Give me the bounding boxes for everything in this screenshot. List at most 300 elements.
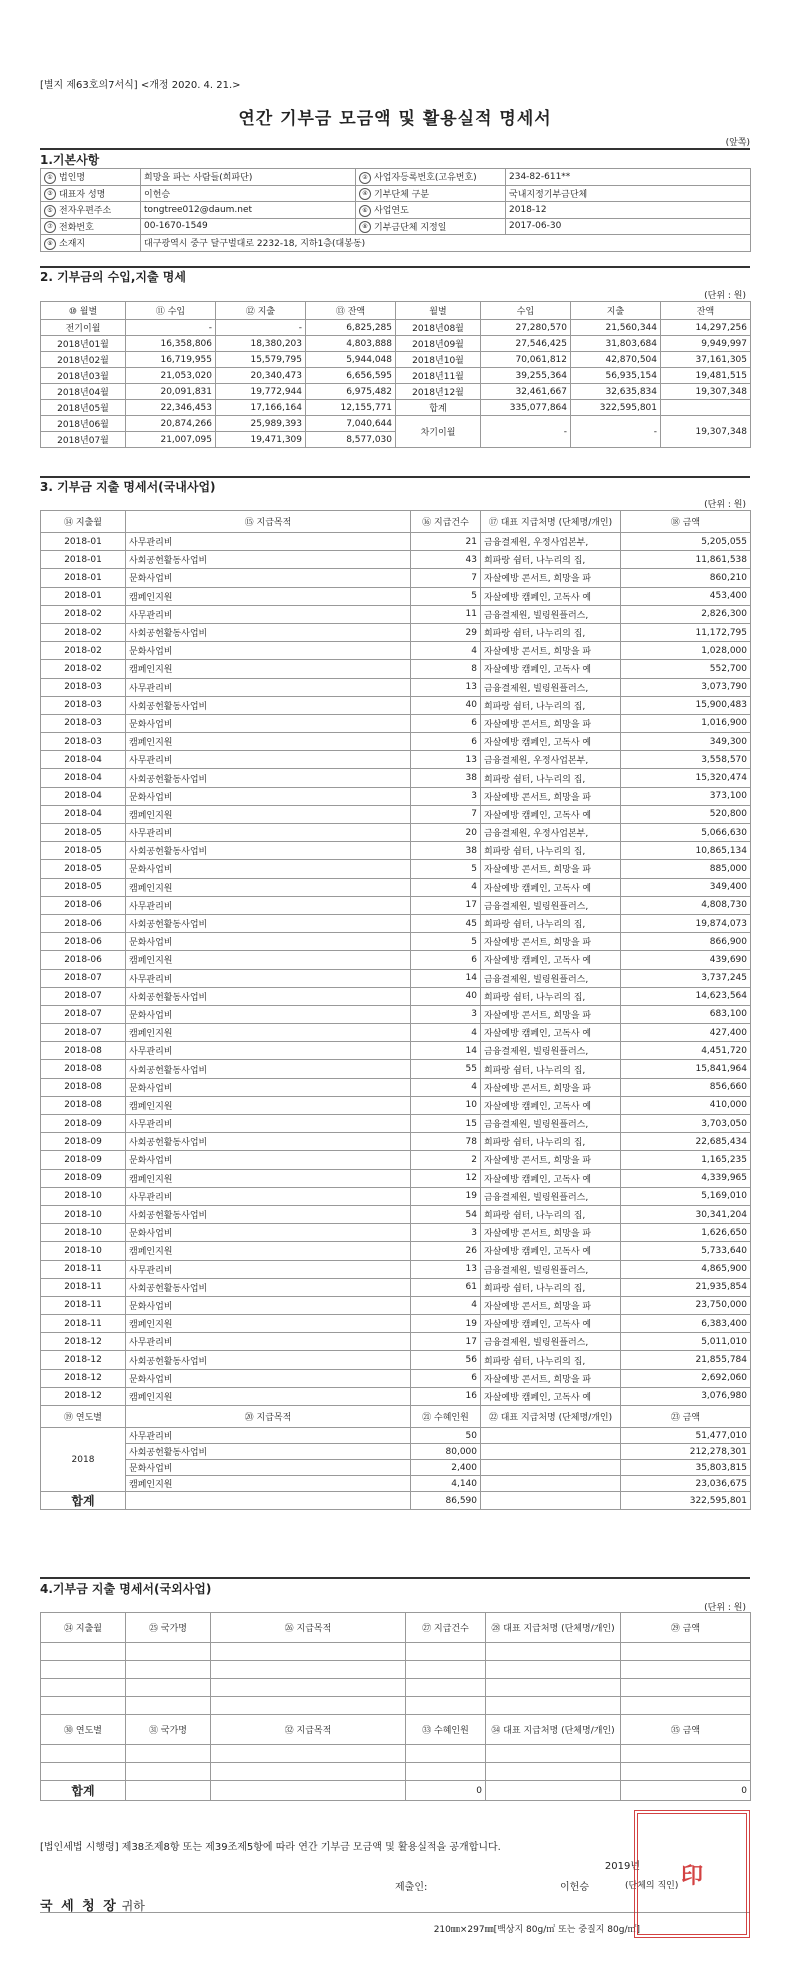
table-row (41, 416, 751, 432)
table-cell: 45 (411, 914, 481, 932)
section-domestic-title: 3. 기부금 지출 명세서(국내사업) (40, 480, 216, 494)
table-cell: 캠페인지원 (126, 733, 411, 751)
table-cell: 38 (411, 842, 481, 860)
table-cell: 6,383,400 (621, 1315, 751, 1333)
field-label-text: 사업자등록번호(고유번호) (374, 173, 477, 183)
basic-info-table (40, 168, 751, 252)
front-page-label: (앞쪽) (725, 138, 750, 148)
empty-cell (486, 1781, 621, 1801)
column-header: ⑯ 지급건수 (411, 511, 481, 533)
table-row (41, 769, 751, 787)
table-cell: 2018-12 (41, 1369, 126, 1387)
table-cell: 사회공헌활동사업비 (126, 1278, 411, 1296)
table-cell: 4,808,730 (621, 896, 751, 914)
table-cell: - (571, 416, 661, 448)
column-header: ⑫ 지출 (216, 302, 306, 320)
table-row (41, 1697, 751, 1715)
table-cell: 금융결제원, 우정사업본부, (481, 751, 621, 769)
table-cell: 2018-06 (41, 933, 126, 951)
table-row (41, 914, 751, 932)
table-cell: 자살예방 콘서트, 희망을 파 (481, 569, 621, 587)
table-cell: 2018-05 (41, 860, 126, 878)
table-cell: 35,803,815 (621, 1460, 751, 1476)
field-value: 희망을 파는 사람들(희파단) (141, 169, 356, 186)
field-number: ⑥ (359, 205, 371, 217)
table-cell (661, 400, 751, 416)
table-cell: 40 (411, 696, 481, 714)
table-cell: 자살예방 콘서트, 희망을 파 (481, 1224, 621, 1242)
table-cell: 10 (411, 1096, 481, 1114)
table-cell: - (216, 320, 306, 336)
table-row (41, 202, 751, 219)
table-cell: 합계 (396, 400, 481, 416)
table-cell: 캠페인지원 (126, 951, 411, 969)
table-row (41, 551, 751, 569)
empty-cell (621, 1661, 751, 1679)
table-cell: 문화사업비 (126, 1224, 411, 1242)
table-cell: 사무관리비 (126, 824, 411, 842)
table-cell: 552,700 (621, 660, 751, 678)
table-cell: 2,826,300 (621, 605, 751, 623)
table-cell: 금융결제원, 빌링원플러스, (481, 969, 621, 987)
field-label (41, 185, 141, 202)
table-cell: 7 (411, 805, 481, 823)
table-cell: 2018-09 (41, 1151, 126, 1169)
table-cell: 1,016,900 (621, 714, 751, 732)
table-cell: 5 (411, 933, 481, 951)
field-label-text: 소재지 (59, 239, 86, 249)
total-people: 0 (406, 1781, 486, 1801)
table-cell: 30,341,204 (621, 1205, 751, 1223)
table-cell: 사무관리비 (126, 1260, 411, 1278)
table-cell: 자살예방 캠페인, 고독사 예 (481, 1387, 621, 1405)
table-cell: 8 (411, 660, 481, 678)
table-cell: 사무관리비 (126, 605, 411, 623)
total-label: 합계 (41, 1492, 126, 1510)
column-header: ㉘ 대표 지급처명 (단체명/개인) (486, 1613, 621, 1643)
empty-cell (126, 1781, 211, 1801)
table-cell: 20 (411, 824, 481, 842)
table-row (41, 1169, 751, 1187)
empty-cell (126, 1643, 211, 1661)
column-header: ㉙ 금액 (621, 1613, 751, 1643)
empty-cell (126, 1661, 211, 1679)
table-cell: 자살예방 캠페인, 고독사 예 (481, 1242, 621, 1260)
table-row (41, 605, 751, 623)
table-cell: 1,626,650 (621, 1224, 751, 1242)
table-cell: 410,000 (621, 1096, 751, 1114)
table-row (41, 1369, 751, 1387)
empty-cell (486, 1763, 621, 1781)
table-row (41, 1745, 751, 1763)
table-cell: 4 (411, 1296, 481, 1314)
table-cell: 2018-06 (41, 951, 126, 969)
table-cell: 3,737,245 (621, 969, 751, 987)
foreign-table (40, 1612, 751, 1801)
field-number: ⑨ (44, 238, 56, 250)
table-cell: 4,803,888 (306, 336, 396, 352)
table-cell: 문화사업비 (126, 642, 411, 660)
field-label (356, 185, 506, 202)
table-cell: 5,169,010 (621, 1187, 751, 1205)
table-cell: 문화사업비 (126, 1078, 411, 1096)
field-value: 이헌승 (141, 185, 356, 202)
table-cell: 사회공헌활동사업비 (126, 696, 411, 714)
table-cell: 캠페인지원 (126, 660, 411, 678)
field-label-text: 전자우편주소 (59, 206, 112, 216)
table-cell: 자살예방 캠페인, 고독사 예 (481, 1169, 621, 1187)
table-cell: 2018-08 (41, 1096, 126, 1114)
table-cell: 캠페인지원 (126, 1315, 411, 1333)
column-header: 수입 (481, 302, 571, 320)
table-row (41, 1205, 751, 1223)
table-cell: 자살예방 콘서트, 희망을 파 (481, 1005, 621, 1023)
table-cell: 사회공헌활동사업비 (126, 1060, 411, 1078)
table-cell: 사회공헌활동사업비 (126, 1133, 411, 1151)
table-cell: 2 (411, 1151, 481, 1169)
table-cell: 희파랑 쉼터, 나누리의 집, (481, 1060, 621, 1078)
table-cell: 6,656,595 (306, 368, 396, 384)
table-cell: 사회공헌활동사업비 (126, 842, 411, 860)
table-cell: 427,400 (621, 1024, 751, 1042)
table-cell: 2,692,060 (621, 1369, 751, 1387)
table-cell: 17 (411, 1333, 481, 1351)
table-cell: 19,772,944 (216, 384, 306, 400)
empty-cell (126, 1763, 211, 1781)
table-row (41, 1278, 751, 1296)
table-cell: 14,623,564 (621, 987, 751, 1005)
divider (40, 1577, 750, 1579)
table-cell: 자살예방 콘서트, 희망을 파 (481, 714, 621, 732)
table-cell: 2018-04 (41, 769, 126, 787)
table-cell: 5,011,010 (621, 1333, 751, 1351)
table-cell: 자살예방 캠페인, 고독사 예 (481, 1096, 621, 1114)
table-cell: 자살예방 캠페인, 고독사 예 (481, 1024, 621, 1042)
table-cell: 51,477,010 (621, 1428, 751, 1444)
column-header: ㉚ 연도별 (41, 1715, 126, 1745)
table-cell: 캠페인지원 (126, 1242, 411, 1260)
table-cell: 21,935,854 (621, 1278, 751, 1296)
column-header: ㉒ 대표 지급처명 (단체명/개인) (481, 1406, 621, 1428)
table-cell: 자살예방 콘서트, 희망을 파 (481, 1151, 621, 1169)
table-cell: 212,278,301 (621, 1444, 751, 1460)
table-cell: 18,380,203 (216, 336, 306, 352)
table-row (41, 1387, 751, 1405)
table-cell: 2018-10 (41, 1242, 126, 1260)
empty-cell (211, 1697, 406, 1715)
table-cell: 캠페인지원 (126, 587, 411, 605)
table-cell: 사회공헌활동사업비 (126, 769, 411, 787)
table-cell: 금융결제원, 우정사업본부, (481, 533, 621, 551)
form-number: [별지 제63호의7서식] <개정 2020. 4. 21.> (40, 80, 241, 91)
table-cell: 희파랑 쉼터, 나누리의 집, (481, 696, 621, 714)
table-row (41, 714, 751, 732)
table-cell: 캠페인지원 (126, 1387, 411, 1405)
table-cell: 2018-01 (41, 551, 126, 569)
submitter-label: 제출인: (395, 1882, 428, 1893)
table-cell: 문화사업비 (126, 787, 411, 805)
field-number: ⑤ (44, 205, 56, 217)
table-cell: 61 (411, 1278, 481, 1296)
empty-cell (211, 1661, 406, 1679)
table-row (41, 1444, 751, 1460)
table-row (41, 1260, 751, 1278)
table-row (41, 642, 751, 660)
table-cell: 2018-11 (41, 1260, 126, 1278)
table-cell: 22,685,434 (621, 1133, 751, 1151)
table-cell: 322,595,801 (571, 400, 661, 416)
empty-cell (41, 1679, 126, 1697)
field-number: ② (359, 172, 371, 184)
table-cell: 2018-07 (41, 987, 126, 1005)
table-cell: 문화사업비 (126, 1005, 411, 1023)
empty-cell (406, 1643, 486, 1661)
table-cell: 78 (411, 1133, 481, 1151)
table-cell: 16,719,955 (126, 352, 216, 368)
table-cell: 사회공헌활동사업비 (126, 1444, 411, 1460)
table-cell (481, 1428, 621, 1444)
empty-cell (126, 1745, 211, 1763)
table-cell: 10,865,134 (621, 842, 751, 860)
table-cell: 39,255,364 (481, 368, 571, 384)
empty-cell (126, 1679, 211, 1697)
table-row (41, 1460, 751, 1476)
recipient-suffix: 귀하 (121, 1899, 145, 1913)
table-cell: 희파랑 쉼터, 나누리의 집, (481, 551, 621, 569)
table-cell: 4,339,965 (621, 1169, 751, 1187)
table-cell: 사회공헌활동사업비 (126, 1205, 411, 1223)
table-cell: 3,073,790 (621, 678, 751, 696)
table-cell: 2018-05 (41, 842, 126, 860)
table-row (41, 587, 751, 605)
table-cell: 19,874,073 (621, 914, 751, 932)
table-row (41, 1296, 751, 1314)
column-header: ⑰ 대표 지급처명 (단체명/개인) (481, 511, 621, 533)
table-cell: 885,000 (621, 860, 751, 878)
table-cell: 자살예방 콘서트, 희망을 파 (481, 1296, 621, 1314)
unit-label: (단위 : 원) (704, 1603, 746, 1613)
table-cell: 19,471,309 (216, 432, 306, 448)
table-cell: 13 (411, 1260, 481, 1278)
empty-cell (211, 1763, 406, 1781)
table-cell: 6 (411, 1369, 481, 1387)
table-row (41, 218, 751, 235)
unit-label: (단위 : 원) (704, 291, 746, 301)
table-cell: 2018-03 (41, 714, 126, 732)
table-cell: 캠페인지원 (126, 1476, 411, 1492)
table-row (41, 1133, 751, 1151)
table-cell: 2018년06월 (41, 416, 126, 432)
table-cell: 3 (411, 1224, 481, 1242)
section-basic-title: 1.기본사항 (40, 153, 100, 167)
table-cell: 2018년11월 (396, 368, 481, 384)
column-header: ㉔ 지출월 (41, 1613, 126, 1643)
column-header: ㉟ 금액 (621, 1715, 751, 1745)
column-header: ⑲ 연도별 (41, 1406, 126, 1428)
table-cell: 439,690 (621, 951, 751, 969)
table-cell: 금융결제원, 빌링원플러스, (481, 1115, 621, 1133)
table-cell: 20,091,831 (126, 384, 216, 400)
table-cell: 27,546,425 (481, 336, 571, 352)
table-cell: 5 (411, 587, 481, 605)
table-cell: 22,346,453 (126, 400, 216, 416)
empty-cell (406, 1697, 486, 1715)
seal-label: (단체의 직인) (625, 1881, 679, 1891)
table-cell: 2018-09 (41, 1133, 126, 1151)
table-cell: 2018-01 (41, 569, 126, 587)
column-header: 지출 (571, 302, 661, 320)
table-cell: 문화사업비 (126, 1460, 411, 1476)
table-cell: 25,989,393 (216, 416, 306, 432)
table-cell: 5 (411, 860, 481, 878)
table-cell: 2018-07 (41, 1005, 126, 1023)
column-header: ㉜ 지급목적 (211, 1715, 406, 1745)
table-cell: 자살예방 콘서트, 희망을 파 (481, 1369, 621, 1387)
table-cell: 4 (411, 642, 481, 660)
table-cell (481, 1492, 621, 1510)
table-row (41, 805, 751, 823)
table-cell: 전기이월 (41, 320, 126, 336)
table-row (41, 368, 751, 384)
table-row (41, 1715, 751, 1745)
table-row (41, 185, 751, 202)
address-value: 대구광역시 중구 달구벌대로 2232-18, 지하1층(대봉동) (141, 235, 751, 252)
table-row (41, 1643, 751, 1661)
table-cell: 2018-12 (41, 1333, 126, 1351)
section-foreign-title: 4.기부금 지출 명세서(국외사업) (40, 1582, 212, 1596)
table-cell: 자살예방 콘서트, 희망을 파 (481, 1078, 621, 1096)
table-row (41, 1351, 751, 1369)
table-cell: 4 (411, 1024, 481, 1042)
table-cell: 2018년02월 (41, 352, 126, 368)
table-row (41, 969, 751, 987)
column-header: ⑮ 지급목적 (126, 511, 411, 533)
column-header: 잔액 (661, 302, 751, 320)
table-cell: 40 (411, 987, 481, 1005)
table-cell: 2018-01 (41, 533, 126, 551)
empty-cell (621, 1697, 751, 1715)
table-row (41, 842, 751, 860)
table-cell: 6 (411, 951, 481, 969)
field-label (41, 235, 141, 252)
table-cell: 사무관리비 (126, 896, 411, 914)
table-row (41, 1613, 751, 1643)
table-row (41, 1315, 751, 1333)
table-cell: 2018-08 (41, 1078, 126, 1096)
table-cell: 문화사업비 (126, 569, 411, 587)
table-cell: 3 (411, 787, 481, 805)
table-cell: 32,461,667 (481, 384, 571, 400)
field-label-text: 대표자 성명 (59, 189, 106, 200)
table-cell: 문화사업비 (126, 860, 411, 878)
table-cell: 2018년12월 (396, 384, 481, 400)
field-label (41, 169, 141, 186)
table-cell: 2018-02 (41, 660, 126, 678)
table-cell: 2018-05 (41, 824, 126, 842)
table-cell: 캠페인지원 (126, 1096, 411, 1114)
table-cell: 희파랑 쉼터, 나누리의 집, (481, 1351, 621, 1369)
table-cell: 335,077,864 (481, 400, 571, 416)
domestic-table (40, 510, 751, 1510)
table-cell: 2018년09월 (396, 336, 481, 352)
table-cell: 56,935,154 (571, 368, 661, 384)
table-row (41, 751, 751, 769)
table-cell: 사무관리비 (126, 533, 411, 551)
table-cell: 2018년01월 (41, 336, 126, 352)
field-label (356, 218, 506, 235)
field-label-text: 기부단체 구분 (374, 189, 430, 200)
field-label (41, 202, 141, 219)
table-cell: 2018-03 (41, 678, 126, 696)
table-cell: 2018-08 (41, 1042, 126, 1060)
table-row (41, 533, 751, 551)
table-cell: 2018-09 (41, 1169, 126, 1187)
table-cell: 2018-04 (41, 805, 126, 823)
table-cell: 사무관리비 (126, 1042, 411, 1060)
table-cell: 자살예방 캠페인, 고독사 예 (481, 1315, 621, 1333)
table-cell: 6 (411, 733, 481, 751)
table-cell: 사무관리비 (126, 678, 411, 696)
table-row (41, 678, 751, 696)
table-cell: 2018-03 (41, 733, 126, 751)
table-cell: 자살예방 콘서트, 희망을 파 (481, 933, 621, 951)
table-cell: 15,841,964 (621, 1060, 751, 1078)
field-number: ④ (359, 188, 371, 200)
table-cell: 20,340,473 (216, 368, 306, 384)
total-amount: 0 (621, 1781, 751, 1801)
table-cell: 7 (411, 569, 481, 587)
table-row (41, 951, 751, 969)
table-cell: 2018-04 (41, 751, 126, 769)
table-row (41, 824, 751, 842)
recipient-name: 국 세 청 장 (40, 1899, 118, 1914)
table-cell: 2018-02 (41, 642, 126, 660)
section-monthly-title: 2. 기부금의 수입,지출 명세 (40, 270, 186, 284)
table-cell: 453,400 (621, 587, 751, 605)
table-row (41, 733, 751, 751)
table-cell: 866,900 (621, 933, 751, 951)
table-cell: 2018-05 (41, 878, 126, 896)
table-cell: 14 (411, 969, 481, 987)
table-cell: 19,481,515 (661, 368, 751, 384)
table-cell: 16 (411, 1387, 481, 1405)
table-cell: 17,166,164 (216, 400, 306, 416)
table-cell: 683,100 (621, 1005, 751, 1023)
field-label (356, 169, 506, 186)
column-header: ㉛ 국가명 (126, 1715, 211, 1745)
table-cell: 2018년08월 (396, 320, 481, 336)
table-cell: 자살예방 캠페인, 고독사 예 (481, 805, 621, 823)
field-label-text: 전화번호 (59, 222, 94, 233)
field-number: ③ (44, 188, 56, 200)
empty-cell (126, 1697, 211, 1715)
table-cell: 2018-10 (41, 1187, 126, 1205)
table-cell (481, 1444, 621, 1460)
disclosure-note: [법인세법 시행령] 제38조제8항 또는 제39조제5항에 따라 연간 기부금 모금액 및 활용실적을 공개합니다. (40, 1842, 501, 1853)
table-cell: 5,205,055 (621, 533, 751, 551)
column-header: ㉕ 국가명 (126, 1613, 211, 1643)
table-row (41, 1242, 751, 1260)
table-cell: 4 (411, 878, 481, 896)
table-cell: 2018-07 (41, 1024, 126, 1042)
table-cell: 2,400 (411, 1460, 481, 1476)
table-cell: - (481, 416, 571, 448)
divider (40, 148, 750, 150)
table-cell: 자살예방 캠페인, 고독사 예 (481, 587, 621, 605)
field-label (356, 202, 506, 219)
table-cell: 2018-06 (41, 896, 126, 914)
table-cell: 14,297,256 (661, 320, 751, 336)
